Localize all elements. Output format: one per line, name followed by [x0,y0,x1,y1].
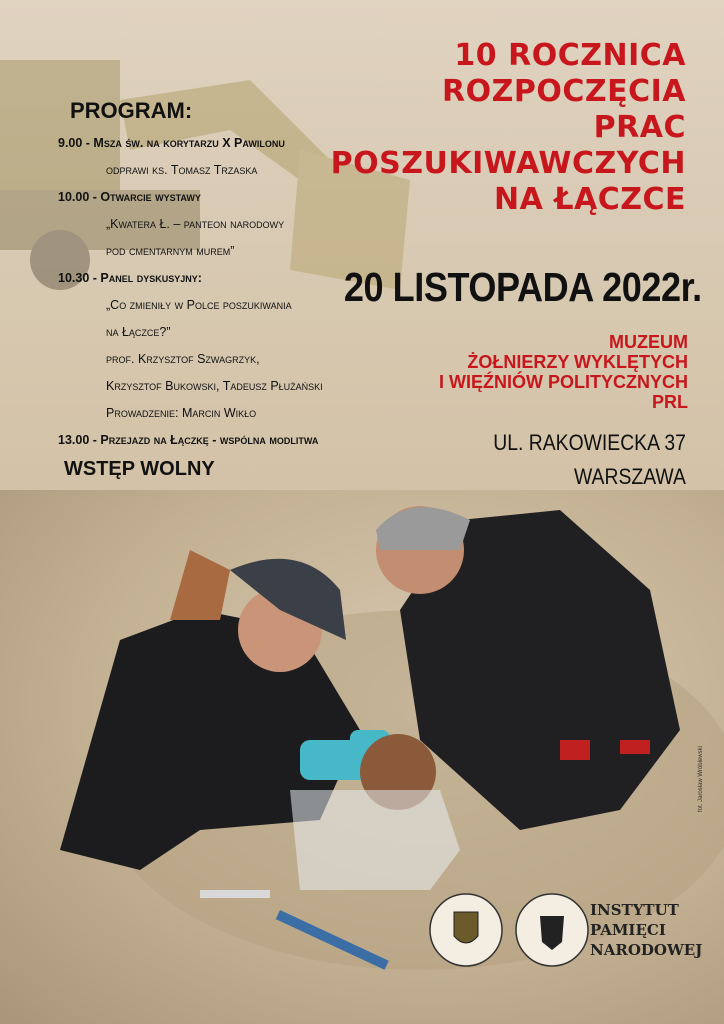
title-line-5: NA ŁĄCZCE [493,182,686,217]
program-list [58,130,418,454]
ipn-line-3: NARODOWEJ [590,941,703,959]
title-line-1: 10 ROCZNICA [454,38,686,73]
program-title: PROGRAM: [70,98,193,123]
program-line: pod cmentarnym murem” [106,244,235,258]
program-line: prof. Krzysztof Szwagrzyk, [106,352,260,366]
program-line: „Co zmieniły w Polce poszukiwania [106,298,292,312]
ipn-emblem [516,894,588,966]
title-line-2: ROZPOCZĘCIA [441,74,686,109]
program-line: odprawi ks. Tomasz Trzaska [106,163,258,177]
event-date: 20 LISTOPADA 2022r. [344,264,702,310]
street: UL. RAKOWIECKA 37 [493,430,686,455]
free-entry-label: WSTĘP WOLNY [64,458,215,480]
program-line: 13.00 - Przejazd na Łączkę - wspólna modlitwa [58,433,319,447]
program-line: 9.00 - Msza św. na korytarzu X Pawilonu [58,136,285,150]
museum-line-3: I WIĘŹNIÓW POLITYCZNYCH [439,372,688,392]
ipn-line-2: PAMIĘCI [590,921,666,939]
title-line-4: POSZUKIWAWCZYCH [330,146,686,181]
program-line: na Łączce?” [106,325,171,339]
ipn-line-1: INSTYTUT [590,901,679,919]
museum-logo [430,894,502,966]
program-line: Krzysztof Bukowski, Tadeusz Płużański [106,379,323,393]
museum-name [439,332,688,412]
photo-credit: fot. Jarosław Wróblewski [698,746,704,812]
museum-line-1: MUZEUM [609,332,688,352]
program-line: Prowadzenie: Marcin Wikło [106,406,257,420]
city: WARSZAWA [574,464,686,489]
program-line: „Kwatera Ł. – panteon narodowy [106,217,285,231]
title-line-3: PRAC [593,110,686,145]
ipn-wordmark [590,900,702,960]
program-line: 10.30 - Panel dyskusyjny: [58,271,202,285]
museum-line-4: PRL [652,392,688,412]
museum-line-2: ŻOŁNIERZY WYKLĘTYCH [467,352,688,372]
program-line: 10.00 - Otwarcie wystawy [58,190,201,204]
address [493,426,686,494]
